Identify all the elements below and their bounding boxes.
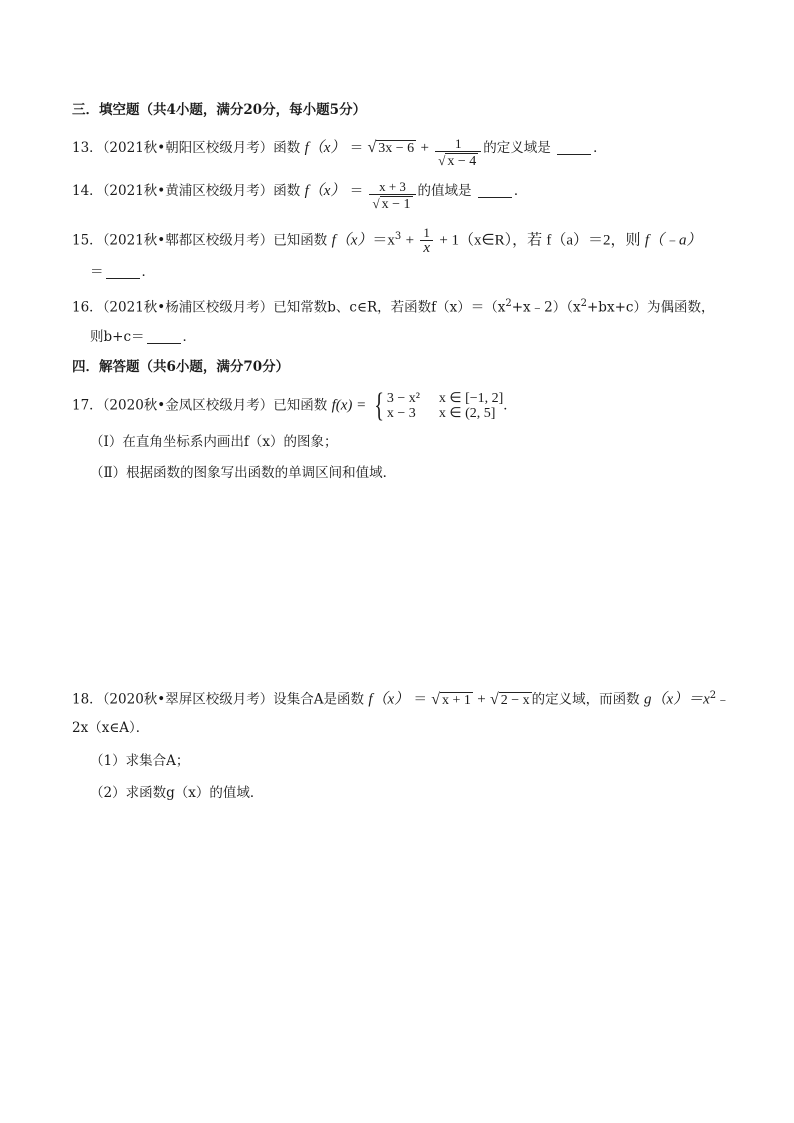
fraction-expression: $\frac{1}{x}$: [420, 226, 433, 256]
question-17: 17．（2020秋•金凤区校级月考）已知函数 f(x) = { 3 − x² x ∈ [−1, 2] x − 3 x ∈ (2, 5] ．: [72, 387, 517, 424]
fraction-expression: $\frac{1}{√ x - 4}$: [435, 137, 481, 169]
section-heading-fill-in: 三．填空题（共4小题，满分20分，每小题5分）: [72, 102, 367, 118]
piecewise-function: { 3 − x² x ∈ [−1, 2] x − 3 x ∈ (2, 5]: [373, 387, 504, 424]
question-14: 14．（2021秋•黄浦区校级月考）函数 f（x） ＝ $\frac{x + 3}{√ x - 1}$ 的值域是 ．: [72, 179, 528, 213]
question-18-continued: 2x（x∈A）．: [72, 720, 150, 736]
question-13: 13．（2021秋•朝阳区校级月考）函数 f（x） ＝ √ 3x − 6 + $\frac{1}{√ x - 4}$ 的定义域是 ．: [72, 136, 607, 170]
question-15: 15．（2021秋•郫都区校级月考）已知函数 $f(x)=x^3$ + $\frac{1}{x}$ + 1（x∈R），若 f（a）＝2，则 f（﹣a）: [72, 225, 702, 256]
answer-blank[interactable]: [478, 183, 512, 198]
question-17-part-2: （Ⅱ）根据函数的图象写出函数的单调区间和值域．: [90, 465, 397, 481]
question-16: 16．（2021秋•杨浦区校级月考）已知常数b、c∈R，若函数$f(x)=(x^2+x﹣2)(x^2+bx+c)$为偶函数，: [72, 298, 715, 316]
question-15-continued: ＝ ．: [90, 264, 155, 280]
question-16-continued: 则b+c＝ ．: [90, 329, 197, 345]
sqrt-expression: √ 3x − 6: [367, 139, 415, 156]
question-18: 18．（2020秋•翠屏区校级月考）设集合A是函数 f（x） ＝ √ x + 1 + √ 2 − x 的定义域，而函数 $g(x)=x^2﹣$: [72, 686, 734, 711]
answer-blank[interactable]: [557, 140, 591, 155]
answer-blank[interactable]: [147, 329, 181, 344]
question-18-part-2: （2）求函数g（x）的值域．: [90, 785, 264, 801]
section-heading-answer: 四．解答题（共6小题，满分70分）: [72, 359, 290, 375]
question-18-part-1: （1）求集合A；: [90, 753, 190, 769]
sqrt-expression: √ x + 1: [431, 690, 471, 708]
answer-blank[interactable]: [106, 264, 140, 279]
fraction-expression: $\frac{x + 3}{√ x - 1}$: [369, 180, 415, 212]
question-17-part-1: （Ⅰ）在直角坐标系内画出f（x）的图象；: [90, 434, 338, 450]
sqrt-expression: √ 2 − x: [489, 690, 530, 708]
